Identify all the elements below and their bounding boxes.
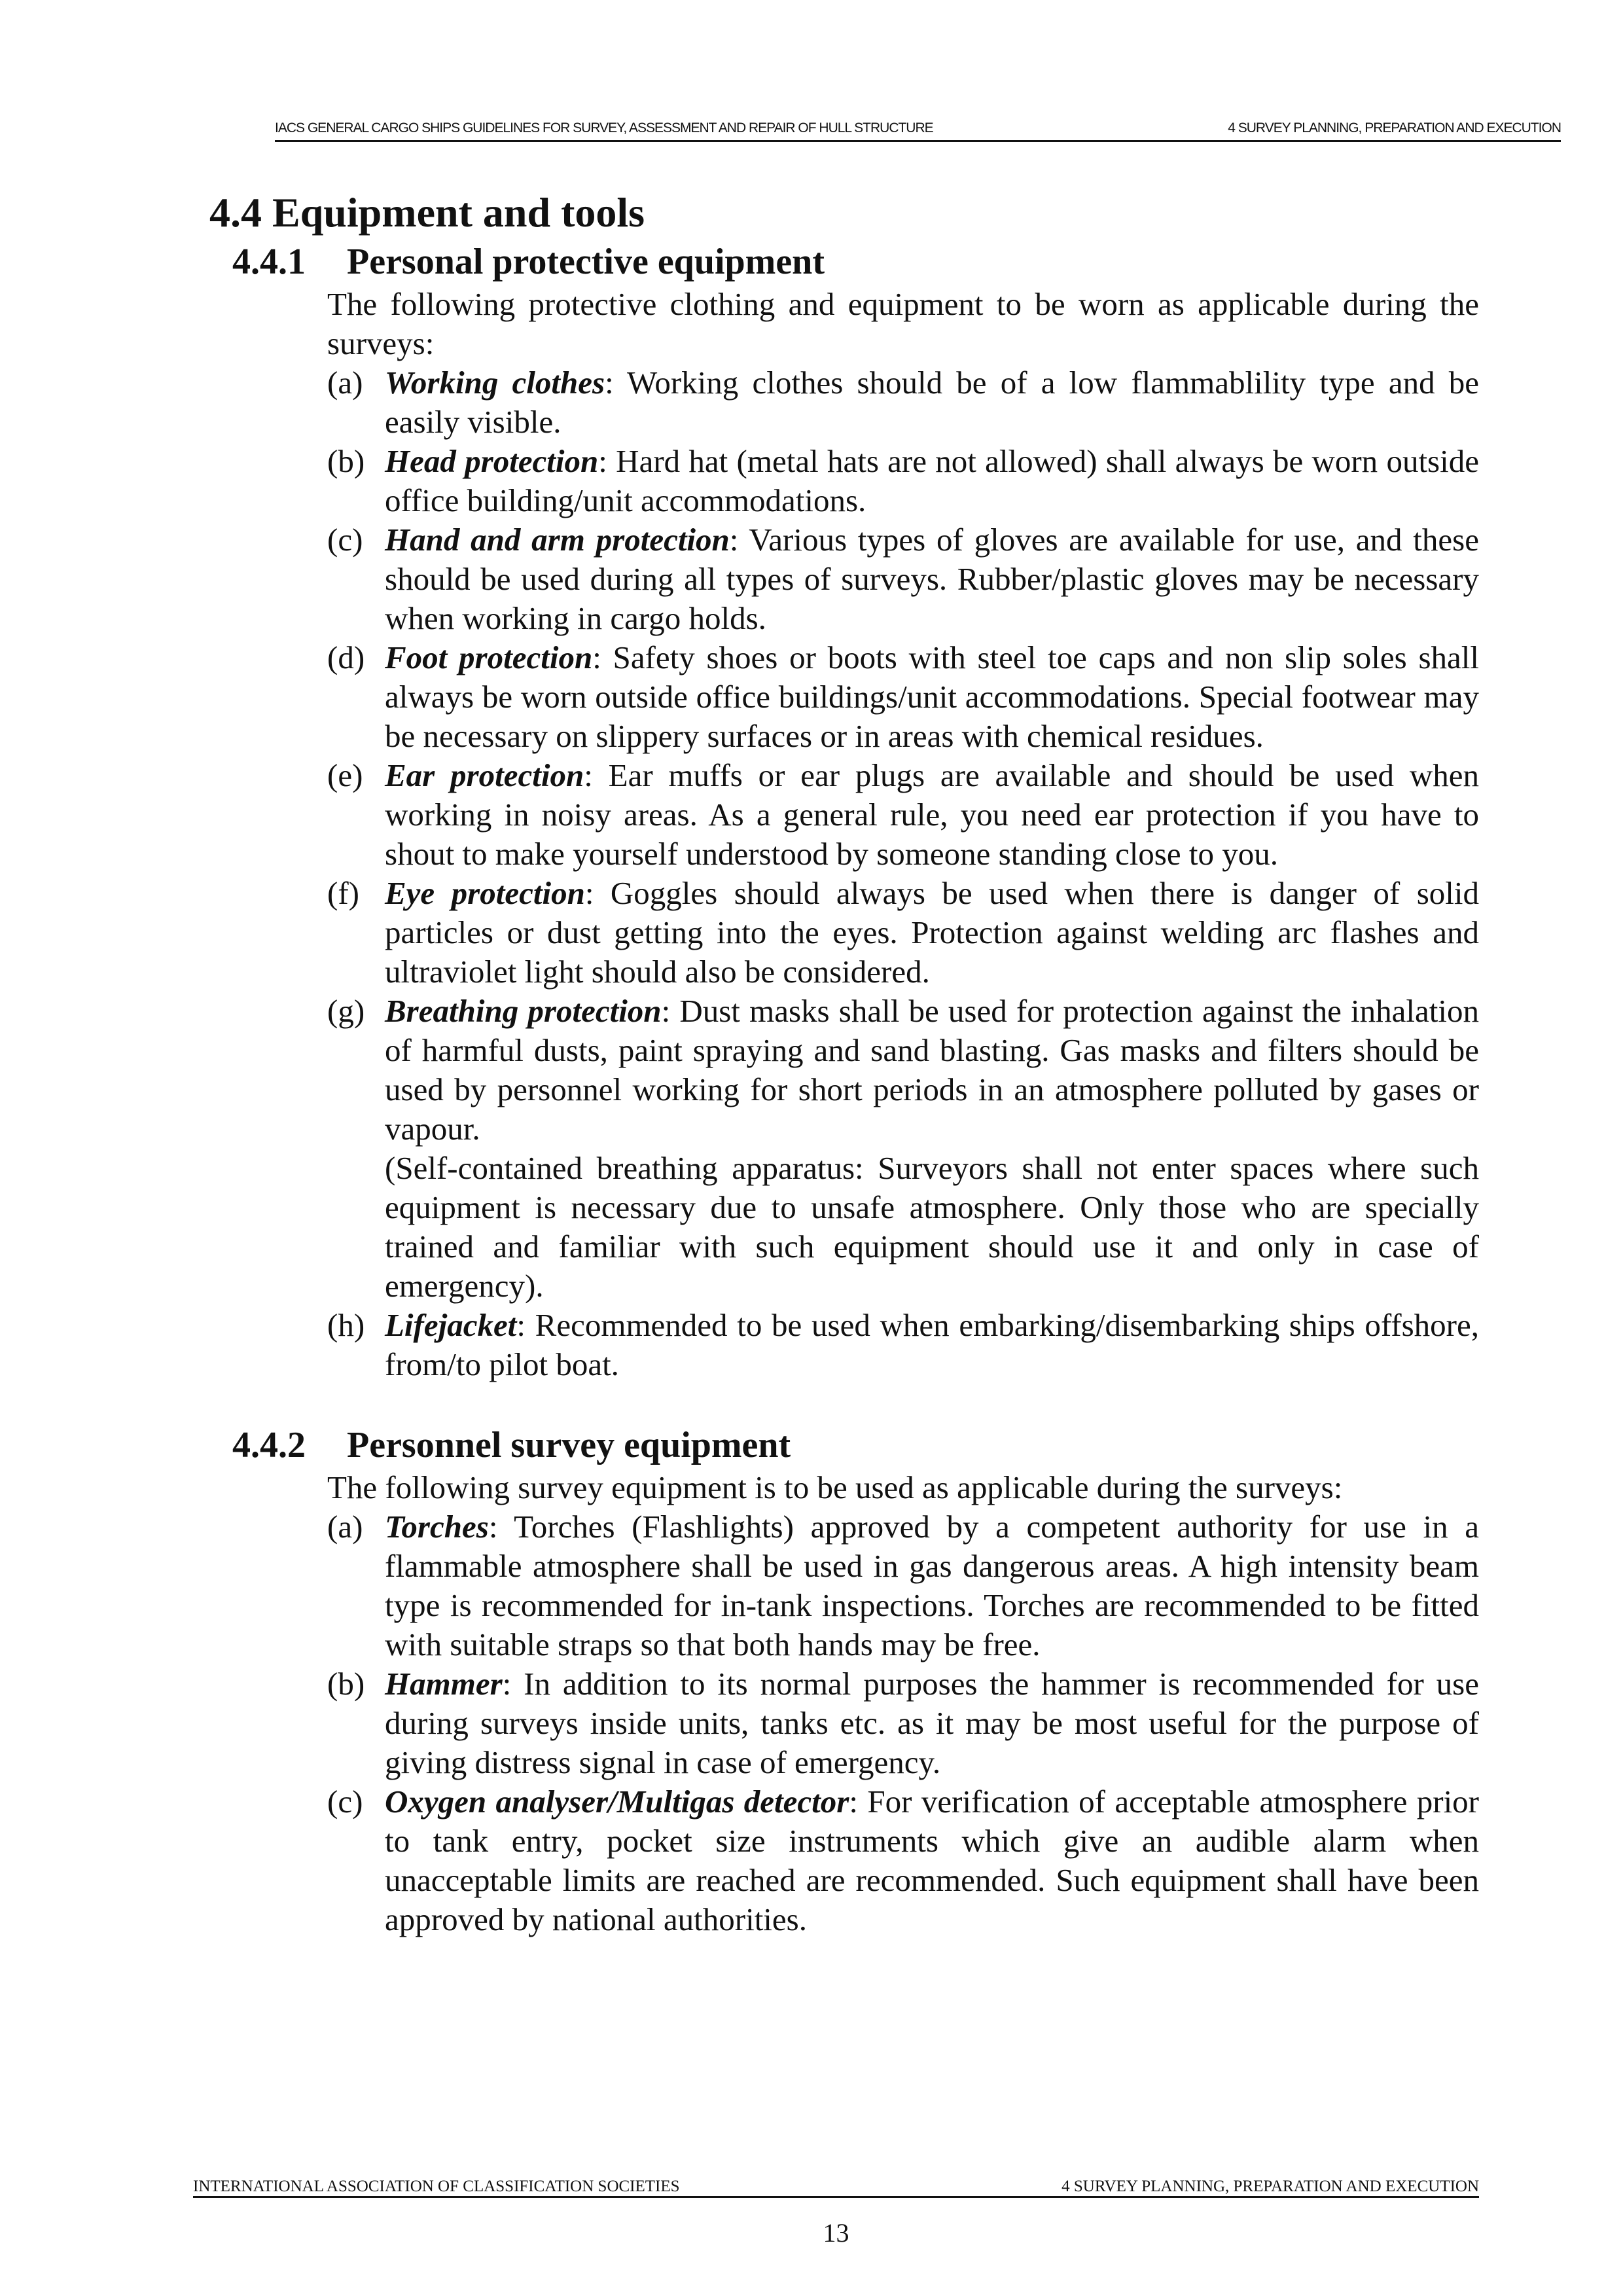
subsection-intro: The following protective clothing and equipment to be worn as applicable during the surveys:	[327, 286, 1479, 361]
subsection-number: 4.4.2	[232, 1425, 306, 1465]
item-description: : In addition to its normal purposes the hammer is recommended for use during surveys inside units, tanks etc. as it may be most useful for the purpose of giving distress signal in case of emergency.	[385, 1666, 1479, 1780]
list-item	[327, 638, 1479, 756]
item-text	[385, 1306, 1479, 1384]
document-body	[209, 187, 1479, 1939]
item-label: (a)	[327, 1509, 363, 1545]
ppe-list	[327, 363, 1479, 1384]
subsection-intro: The following survey equipment is to be used as applicable during the surveys:	[327, 1469, 1343, 1505]
item-label: (d)	[327, 639, 365, 675]
page-footer	[193, 2176, 1479, 2198]
list-item	[327, 520, 1479, 638]
list-item	[327, 992, 1479, 1306]
item-term: Ear protection	[385, 757, 584, 793]
list-item	[327, 363, 1479, 442]
item-description: : Hard hat (metal hats are not allowed) shall always be worn outside office building/unit accommodations.	[385, 443, 1479, 518]
item-text	[385, 442, 1479, 520]
item-label: (f)	[327, 875, 359, 911]
item-description: : Dust masks shall be used for protection against the inhalation of harmful dusts, paint spraying and sand blasting. Gas masks and filters should be used by personnel working for short periods in an atmosphere polluted by gases or vapour.	[385, 993, 1479, 1147]
item-label: (c)	[327, 522, 363, 558]
item-text	[385, 1507, 1479, 1664]
item-term: Hand and arm protection	[385, 522, 730, 558]
subsection-title: Personnel survey equipment	[347, 1425, 791, 1465]
item-label: (g)	[327, 993, 365, 1029]
item-text	[385, 992, 1479, 1306]
item-term: Working clothes	[385, 365, 605, 401]
footer-left-text: INTERNATIONAL ASSOCIATION OF CLASSIFICATION SOCIETIES	[193, 2178, 680, 2195]
header-right-text: 4 SURVEY PLANNING, PREPARATION AND EXECUTION	[1228, 120, 1561, 135]
item-term: Eye protection	[385, 875, 585, 911]
subsection-heading-survey-equipment	[232, 1422, 1479, 1468]
list-item	[327, 442, 1479, 520]
item-term: Head protection	[385, 443, 599, 479]
item-text	[385, 756, 1479, 874]
item-label: (b)	[327, 443, 365, 479]
item-text	[385, 1664, 1479, 1782]
page-header	[275, 118, 1561, 142]
list-item	[327, 1782, 1479, 1939]
item-term: Torches	[385, 1509, 489, 1545]
list-item	[327, 1664, 1479, 1782]
survey-equipment-list	[327, 1507, 1479, 1939]
list-item	[327, 1507, 1479, 1664]
item-description: : Safety shoes or boots with steel toe caps and non slip soles shall always be worn outside office buildings/unit accommodations. Special footwear may be necessary on slippery surfaces or in areas with chemical residues.	[385, 639, 1479, 754]
item-description: : Torches (Flashlights) approved by a competent authority for use in a flammable atmosphere shall be used in gas dangerous areas. A high intensity beam type is recommended for in-tank inspections. Torches are recommended to be fitted with suitable straps so that both hands may be free.	[385, 1509, 1479, 1662]
item-term: Lifejacket	[385, 1307, 517, 1343]
item-term: Hammer	[385, 1666, 503, 1702]
item-term: Foot protection	[385, 639, 593, 675]
item-text	[385, 1782, 1479, 1939]
subsection-title: Personal protective equipment	[347, 242, 825, 282]
section-title: 4.4 Equipment and tools	[209, 189, 645, 236]
subsection-heading-ppe	[232, 239, 1479, 285]
page-number: 13	[823, 2218, 849, 2248]
item-text	[385, 363, 1479, 442]
item-description: : Ear muffs or ear plugs are available and should be used when working in noisy areas. As a general rule, you need ear protection if you have to shout to make yourself understood by someone standing close to you.	[385, 757, 1479, 872]
list-item	[327, 1306, 1479, 1384]
item-description: : For verification of acceptable atmosphere prior to tank entry, pocket size instruments which give an audible alarm when unacceptable limits are reached are recommended. Such equipment shall have been approved by national authorities.	[385, 1784, 1479, 1937]
subsection-number: 4.4.1	[232, 242, 306, 282]
header-left-text: IACS GENERAL CARGO SHIPS GUIDELINES FOR SURVEY, ASSESSMENT AND REPAIR OF HULL STRUCTURE	[275, 120, 933, 135]
item-label: (b)	[327, 1666, 365, 1702]
list-item	[327, 756, 1479, 874]
item-text	[385, 874, 1479, 992]
item-label: (a)	[327, 365, 363, 401]
footer-right-text: 4 SURVEY PLANNING, PREPARATION AND EXECUTION	[1061, 2178, 1479, 2195]
item-note: (Self-contained breathing apparatus: Surveyors shall not enter spaces where such equipment is necessary due to unsafe atmosphere. Only those who are specially trained and familiar with such equipment should use it and only in case of emergency).	[385, 1150, 1479, 1304]
item-label: (h)	[327, 1307, 365, 1343]
item-description: : Goggles should always be used when there is danger of solid particles or dust getting into the eyes. Protection against welding arc flashes and ultraviolet light should also be considered.	[385, 875, 1480, 990]
item-description: : Recommended to be used when embarking/disembarking ships offshore, from/to pilot boat.	[385, 1307, 1479, 1382]
item-label: (c)	[327, 1784, 363, 1820]
item-description: : Various types of gloves are available for use, and these should be used during all types of surveys. Rubber/plastic gloves may be necessary when working in cargo holds.	[385, 522, 1479, 636]
item-term: Oxygen analyser/Multigas detector	[385, 1784, 849, 1820]
item-text	[385, 638, 1479, 756]
list-item	[327, 874, 1479, 992]
item-description: : Working clothes should be of a low flammablility type and be easily visible.	[385, 365, 1480, 440]
item-term: Breathing protection	[385, 993, 662, 1029]
item-text	[385, 520, 1479, 638]
item-label: (e)	[327, 757, 363, 793]
